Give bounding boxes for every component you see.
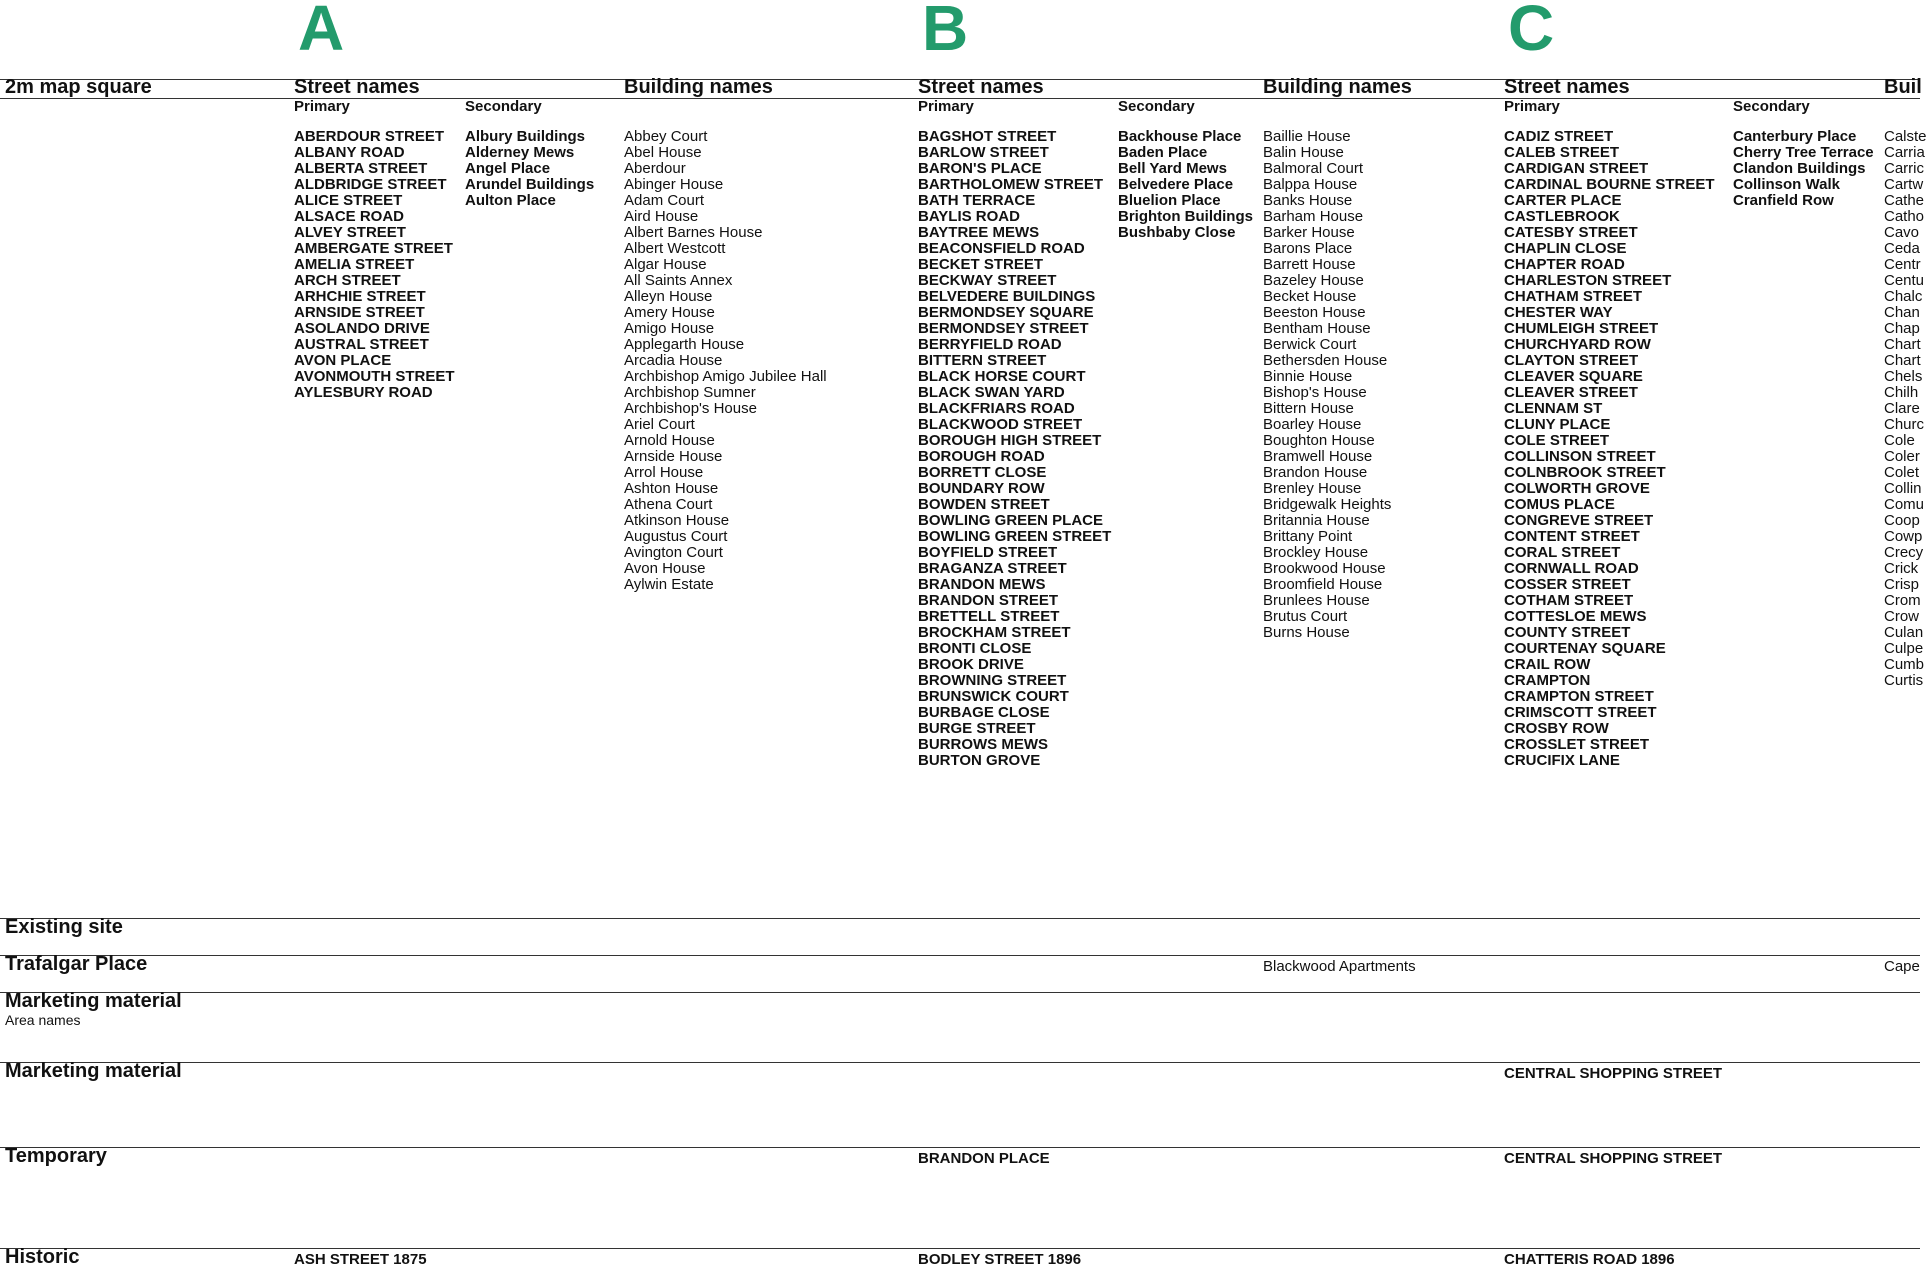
header-building-names-a: Building names (624, 76, 773, 98)
list-item: Brookwood House (1263, 560, 1386, 577)
list-item: Chalc (1884, 288, 1923, 305)
list-item: BECKET STREET (918, 256, 1044, 273)
trafalgar-building-b: Blackwood Apartments (1263, 958, 1416, 975)
list-item: COLLINSON STREET (1504, 448, 1656, 465)
header-building-names-c: Buil (1884, 76, 1922, 98)
list-item: CRAMPTON (1504, 672, 1591, 689)
list-item: CALEB STREET (1504, 144, 1620, 161)
list-item: BLACKWOOD STREET (918, 416, 1083, 433)
list-item: Brutus Court (1263, 608, 1348, 625)
list-item: Brighton Buildings (1118, 208, 1253, 225)
list-item: Avon House (624, 560, 706, 577)
historic-street-a: ASH STREET 1875 (294, 1251, 427, 1268)
list-item: ALDBRIDGE STREET (294, 176, 447, 193)
list-item: AVON PLACE (294, 352, 392, 369)
list-item: Britannia House (1263, 512, 1370, 529)
list-item: ALBANY ROAD (294, 144, 405, 161)
list-item: Cowp (1884, 528, 1923, 545)
list-item: ALBERTA STREET (294, 160, 428, 177)
list-item: AYLESBURY ROAD (294, 384, 433, 401)
list-item: Carria (1884, 144, 1925, 161)
list-item: CLAYTON STREET (1504, 352, 1639, 369)
list-item: Cathe (1884, 192, 1925, 209)
list-item: Brockley House (1263, 544, 1369, 561)
list-item: Adam Court (624, 192, 705, 209)
list-item: BAGSHOT STREET (918, 128, 1057, 145)
list-item: CARDINAL BOURNE STREET (1504, 176, 1715, 193)
col-b-buildings-list (1263, 129, 1391, 641)
list-item: COLE STREET (1504, 432, 1610, 449)
trafalgar-building-c: Cape (1884, 958, 1920, 975)
list-item: All Saints Annex (624, 272, 733, 289)
list-item: Culan (1884, 624, 1924, 641)
list-item: CHURCHYARD ROW (1504, 336, 1651, 353)
list-item: CHUMLEIGH STREET (1504, 320, 1659, 337)
list-item: Chan (1884, 304, 1920, 321)
rule-temporary (0, 1147, 1920, 1148)
col-a-secondary-list (465, 129, 594, 209)
list-item: Coop (1884, 512, 1920, 529)
list-item: CROSBY ROW (1504, 720, 1609, 737)
list-item: Catho (1884, 208, 1925, 225)
list-item: Berwick Court (1263, 336, 1357, 353)
list-item: Carric (1884, 160, 1924, 177)
subheader-secondary-a: Secondary (465, 98, 542, 115)
rule-marketing-material (0, 992, 1920, 993)
list-item: CONGREVE STREET (1504, 512, 1654, 529)
row-temporary: Temporary (5, 1145, 107, 1167)
list-item: Atkinson House (624, 512, 730, 529)
list-item: Albury Buildings (465, 128, 585, 145)
list-item: ARCH STREET (294, 272, 401, 289)
list-item: BRANDON MEWS (918, 576, 1046, 593)
list-item: Cranfield Row (1733, 192, 1834, 209)
list-item: BLACK SWAN YARD (918, 384, 1065, 401)
list-item: COTTESLOE MEWS (1504, 608, 1647, 625)
list-item: BERMONDSEY SQUARE (918, 304, 1094, 321)
list-item: ARNSIDE STREET (294, 304, 425, 321)
list-item: CHARLESTON STREET (1504, 272, 1672, 289)
list-item: BRETTELL STREET (918, 608, 1060, 625)
list-item: Applegarth House (624, 336, 745, 353)
list-item: Baillie House (1263, 128, 1351, 145)
list-item: BERMONDSEY STREET (918, 320, 1089, 337)
list-item: Crick (1884, 560, 1919, 577)
list-item: BOWLING GREEN PLACE (918, 512, 1104, 529)
list-item: COLNBROOK STREET (1504, 464, 1666, 481)
list-item: CRAMPTON STREET (1504, 688, 1654, 705)
col-b-primary-list (918, 129, 1111, 769)
list-item: Arrol House (624, 464, 704, 481)
list-item: BURBAGE CLOSE (918, 704, 1050, 721)
list-item: Burns House (1263, 624, 1350, 641)
subheader-primary-b: Primary (918, 98, 974, 115)
row-existing-site: Existing site (5, 916, 123, 938)
list-item: Curtis (1884, 672, 1924, 689)
list-item: Chilh (1884, 384, 1919, 401)
list-item: Alleyn House (624, 288, 713, 305)
list-item: AVONMOUTH STREET (294, 368, 455, 385)
list-item: BEACONSFIELD ROAD (918, 240, 1085, 257)
rule-trafalgar-place (0, 955, 1920, 956)
list-item: Angel Place (465, 160, 551, 177)
list-item: BARLOW STREET (918, 144, 1049, 161)
list-item: Arcadia House (624, 352, 723, 369)
list-item: Abinger House (624, 176, 724, 193)
list-item: Arnold House (624, 432, 715, 449)
list-item: BORRETT CLOSE (918, 464, 1047, 481)
list-item: Augustus Court (624, 528, 728, 545)
list-item: Collin (1884, 480, 1922, 497)
list-item: Collinson Walk (1733, 176, 1840, 193)
list-item: Belvedere Place (1118, 176, 1234, 193)
list-item: CORNWALL ROAD (1504, 560, 1639, 577)
temporary-street-c: CENTRAL SHOPPING STREET (1504, 1150, 1723, 1167)
list-item: Backhouse Place (1118, 128, 1242, 145)
list-item: COLWORTH GROVE (1504, 480, 1650, 497)
header-street-names-b: Street names (918, 76, 1044, 98)
row-area-names: Area names (5, 1012, 81, 1028)
list-item: Comu (1884, 496, 1925, 513)
column-letter-c: C (1508, 0, 1555, 64)
list-item: Colet (1884, 464, 1920, 481)
list-item: CRIMSCOTT STREET (1504, 704, 1657, 721)
list-item: Centr (1884, 256, 1921, 273)
list-item: ALVEY STREET (294, 224, 406, 241)
col-b-secondary-list (1118, 129, 1253, 241)
header-building-names-b: Building names (1263, 76, 1412, 98)
list-item: Archbishop Amigo Jubilee Hall (624, 368, 827, 385)
list-item: CRAIL ROW (1504, 656, 1591, 673)
header-street-names-c: Street names (1504, 76, 1630, 98)
list-item: BERRYFIELD ROAD (918, 336, 1062, 353)
col-c-buildings-list (1884, 129, 1927, 689)
list-item: Arnside House (624, 448, 723, 465)
historic-street-b: BODLEY STREET 1896 (918, 1251, 1082, 1268)
col-c-secondary-list (1733, 129, 1874, 209)
list-item: CRUCIFIX LANE (1504, 752, 1620, 769)
list-item: CHESTER WAY (1504, 304, 1613, 321)
list-item: BOUNDARY ROW (918, 480, 1045, 497)
list-item: Clandon Buildings (1733, 160, 1866, 177)
list-item: Chap (1884, 320, 1920, 337)
list-item: BECKWAY STREET (918, 272, 1057, 289)
rule-existing-site (0, 918, 1920, 919)
list-item: Aylwin Estate (624, 576, 714, 593)
list-item: CLEAVER SQUARE (1504, 368, 1643, 385)
list-item: Barrett House (1263, 256, 1356, 273)
list-item: Bittern House (1263, 400, 1354, 417)
list-item: Barons Place (1263, 240, 1353, 257)
list-item: Abel House (624, 144, 702, 161)
list-item: BLACKFRIARS ROAD (918, 400, 1075, 417)
list-item: Binnie House (1263, 368, 1353, 385)
list-item: Crow (1884, 608, 1920, 625)
list-item: BOROUGH HIGH STREET (918, 432, 1102, 449)
list-item: Aird House (624, 208, 699, 225)
header-map-square: 2m map square (5, 76, 152, 98)
list-item: BROOK DRIVE (918, 656, 1024, 673)
list-item: BOYFIELD STREET (918, 544, 1058, 561)
list-item: Ceda (1884, 240, 1920, 257)
list-item: Broomfield House (1263, 576, 1383, 593)
list-item: BURGE STREET (918, 720, 1036, 737)
list-item: Brittany Point (1263, 528, 1353, 545)
list-item: CHAPLIN CLOSE (1504, 240, 1627, 257)
list-item: BOWLING GREEN STREET (918, 528, 1112, 545)
list-item: Boughton House (1263, 432, 1375, 449)
list-item: CARTER PLACE (1504, 192, 1622, 209)
list-item: Beeston House (1263, 304, 1366, 321)
list-item: Brenley House (1263, 480, 1362, 497)
list-item: BARTHOLOMEW STREET (918, 176, 1103, 193)
list-item: COMUS PLACE (1504, 496, 1615, 513)
list-item: COSSER STREET (1504, 576, 1631, 593)
list-item: Baden Place (1118, 144, 1208, 161)
list-item: Algar House (624, 256, 707, 273)
list-item: Athena Court (624, 496, 713, 513)
list-item: Archbishop's House (624, 400, 757, 417)
list-item: Avington Court (624, 544, 723, 561)
row-historic: Historic (5, 1246, 80, 1268)
list-item: Crecy (1884, 544, 1924, 561)
list-item: Archbishop Sumner (624, 384, 756, 401)
list-item: COTHAM STREET (1504, 592, 1634, 609)
list-item: CORAL STREET (1504, 544, 1621, 561)
list-item: CLUNY PLACE (1504, 416, 1611, 433)
list-item: Bridgewalk Heights (1263, 496, 1392, 513)
list-item: CATESBY STREET (1504, 224, 1638, 241)
list-item: Cole (1884, 432, 1915, 449)
list-item: Boarley House (1263, 416, 1362, 433)
list-item: Bluelion Place (1118, 192, 1221, 209)
list-item: BLACK HORSE COURT (918, 368, 1086, 385)
col-a-primary-list (294, 129, 455, 401)
list-item: AMELIA STREET (294, 256, 415, 273)
list-item: Cartw (1884, 176, 1924, 193)
list-item: CASTLEBROOK (1504, 208, 1620, 225)
rule-historic (0, 1248, 1920, 1249)
list-item: Calste (1884, 128, 1927, 145)
row-marketing-material: Marketing material (5, 990, 182, 1012)
list-item: BRUNSWICK COURT (918, 688, 1069, 705)
list-item: Albert Westcott (624, 240, 726, 257)
list-item: Albert Barnes House (624, 224, 763, 241)
list-item: COURTENAY SQUARE (1504, 640, 1666, 657)
list-item: BARON'S PLACE (918, 160, 1042, 177)
list-item: CHAPTER ROAD (1504, 256, 1625, 273)
list-item: ALICE STREET (294, 192, 403, 209)
list-item: Bentham House (1263, 320, 1371, 337)
list-item: BRONTI CLOSE (918, 640, 1032, 657)
list-item: Balin House (1263, 144, 1344, 161)
list-item: Amigo House (624, 320, 715, 337)
list-item: CLEAVER STREET (1504, 384, 1638, 401)
row-trafalgar-place: Trafalgar Place (5, 953, 148, 975)
column-letter-b: B (922, 0, 969, 64)
list-item: BRANDON STREET (918, 592, 1059, 609)
list-item: Bramwell House (1263, 448, 1373, 465)
historic-street-c: CHATTERIS ROAD 1896 (1504, 1251, 1675, 1268)
list-item: Chels (1884, 368, 1923, 385)
list-item: Arundel Buildings (465, 176, 595, 193)
list-item: AUSTRAL STREET (294, 336, 429, 353)
list-item: ALSACE ROAD (294, 208, 405, 225)
list-item: Cherry Tree Terrace (1733, 144, 1874, 161)
list-item: BITTERN STREET (918, 352, 1047, 369)
list-item: Brandon House (1263, 464, 1368, 481)
list-item: Barham House (1263, 208, 1364, 225)
col-c-primary-list (1504, 129, 1715, 769)
list-item: BROCKHAM STREET (918, 624, 1071, 641)
list-item: CONTENT STREET (1504, 528, 1640, 545)
list-item: BOROUGH ROAD (918, 448, 1045, 465)
subheader-primary-a: Primary (294, 98, 350, 115)
list-item: BOWDEN STREET (918, 496, 1050, 513)
list-item: Chart (1884, 336, 1921, 353)
list-item: Canterbury Place (1733, 128, 1857, 145)
list-item: Cumb (1884, 656, 1925, 673)
list-item: Ariel Court (624, 416, 695, 433)
list-item: Clare (1884, 400, 1920, 417)
list-item: CLENNAM ST (1504, 400, 1603, 417)
list-item: BAYTREE MEWS (918, 224, 1040, 241)
list-item: COUNTY STREET (1504, 624, 1631, 641)
list-item: Barker House (1263, 224, 1355, 241)
list-item: Culpe (1884, 640, 1924, 657)
list-item: CHATHAM STREET (1504, 288, 1643, 305)
list-item: BROWNING STREET (918, 672, 1067, 689)
list-item: Balmoral Court (1263, 160, 1364, 177)
marketing-street-c: CENTRAL SHOPPING STREET (1504, 1065, 1723, 1082)
list-item: Amery House (624, 304, 715, 321)
list-item: Centu (1884, 272, 1925, 289)
list-item: Alderney Mews (465, 144, 575, 161)
temporary-street-b: BRANDON PLACE (918, 1150, 1050, 1167)
subheader-secondary-c: Secondary (1733, 98, 1810, 115)
list-item: ARHCHIE STREET (294, 288, 426, 305)
column-letter-a: A (298, 0, 345, 64)
list-item: Churc (1884, 416, 1925, 433)
list-item: Aulton Place (465, 192, 556, 209)
subheader-primary-c: Primary (1504, 98, 1560, 115)
list-item: Banks House (1263, 192, 1353, 209)
list-item: BAYLIS ROAD (918, 208, 1020, 225)
list-item: BRAGANZA STREET (918, 560, 1067, 577)
list-item: Crom (1884, 592, 1921, 609)
list-item: CADIZ STREET (1504, 128, 1614, 145)
header-street-names-a: Street names (294, 76, 420, 98)
list-item: Bazeley House (1263, 272, 1364, 289)
list-item: CROSSLET STREET (1504, 736, 1650, 753)
list-item: Bell Yard Mews (1118, 160, 1227, 177)
list-item: Becket House (1263, 288, 1357, 305)
row-marketing-material-2: Marketing material (5, 1060, 182, 1082)
list-item: Brunlees House (1263, 592, 1370, 609)
list-item: Chart (1884, 352, 1921, 369)
list-item: Aberdour (624, 160, 686, 177)
list-item: Bushbaby Close (1118, 224, 1236, 241)
list-item: Ashton House (624, 480, 719, 497)
list-item: Bishop's House (1263, 384, 1367, 401)
list-item: Balppa House (1263, 176, 1358, 193)
list-item: CARDIGAN STREET (1504, 160, 1649, 177)
list-item: Crisp (1884, 576, 1920, 593)
list-item: AMBERGATE STREET (294, 240, 453, 257)
list-item: ASOLANDO DRIVE (294, 320, 430, 337)
list-item: BURTON GROVE (918, 752, 1041, 769)
list-item: Abbey Court (624, 128, 708, 145)
subheader-secondary-b: Secondary (1118, 98, 1195, 115)
list-item: BELVEDERE BUILDINGS (918, 288, 1096, 305)
list-item: BURROWS MEWS (918, 736, 1048, 753)
list-item: BATH TERRACE (918, 192, 1036, 209)
list-item: Bethersden House (1263, 352, 1388, 369)
list-item: Cavo (1884, 224, 1920, 241)
list-item: Coler (1884, 448, 1920, 465)
rule-marketing-material-2 (0, 1062, 1920, 1063)
list-item: ABERDOUR STREET (294, 128, 445, 145)
col-a-buildings-list (624, 129, 827, 593)
